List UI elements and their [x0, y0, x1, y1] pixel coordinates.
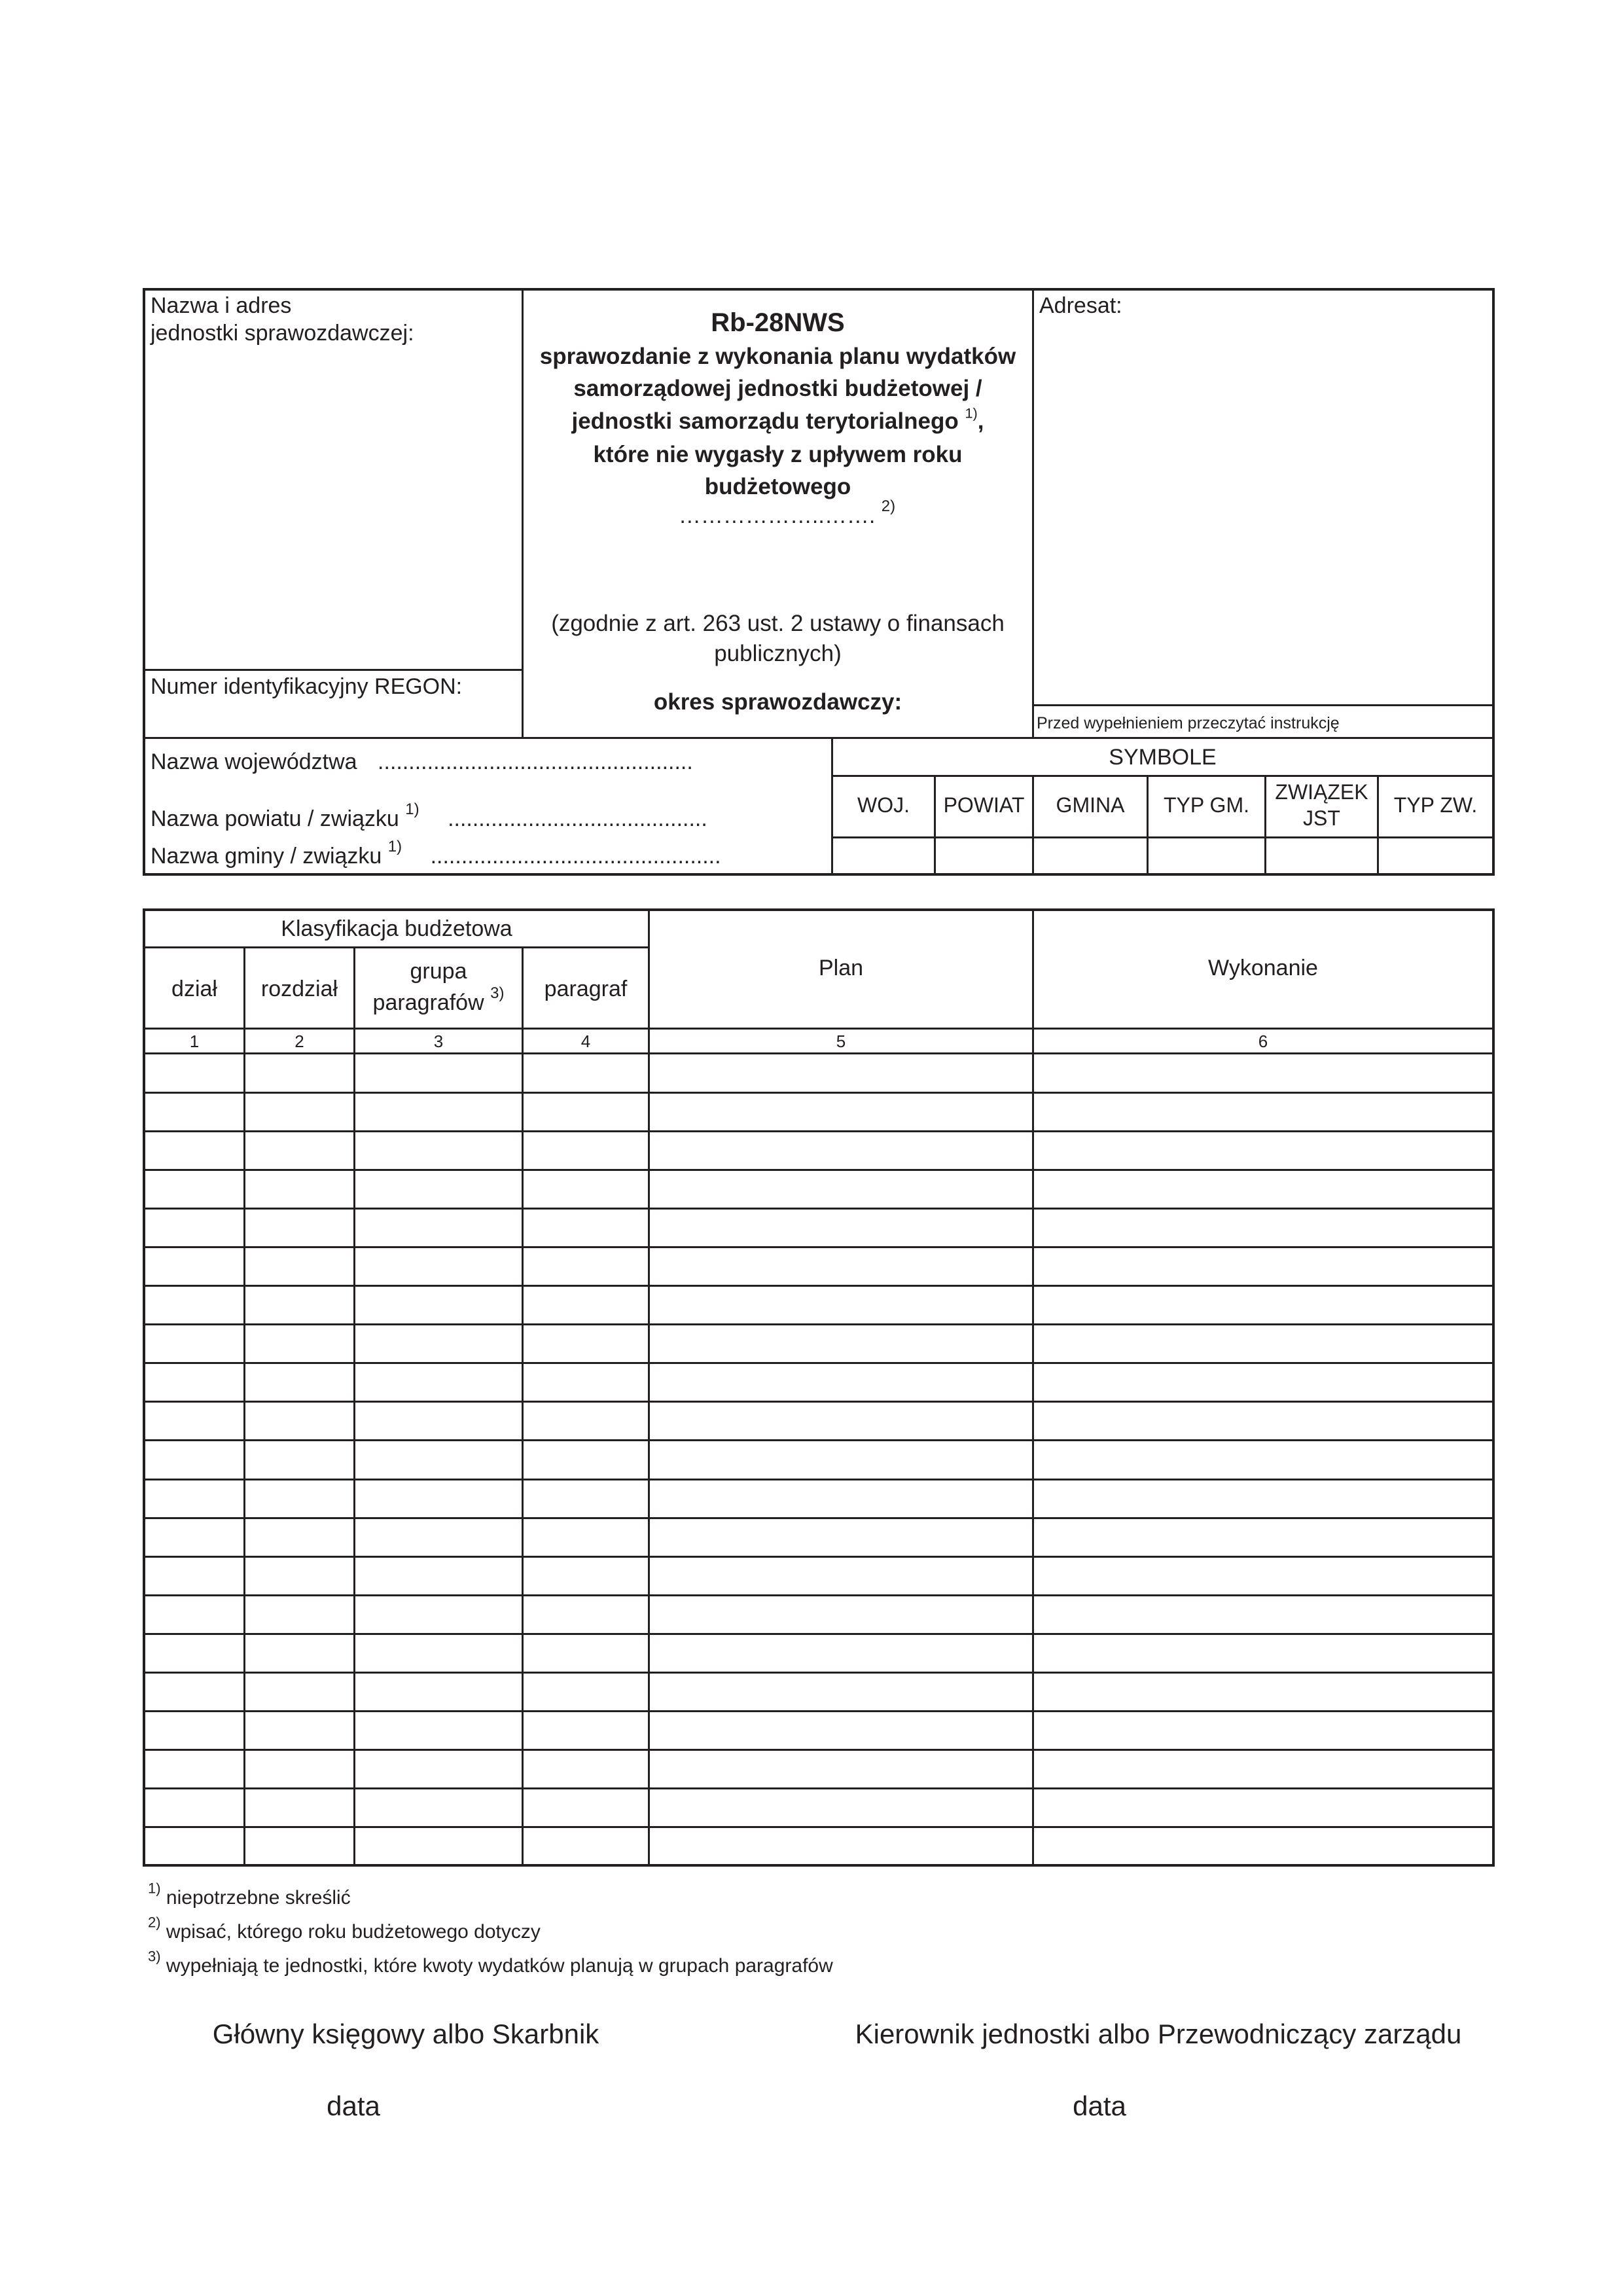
instruction-separator — [1032, 704, 1495, 706]
cell-wykonanie[interactable] — [1034, 1751, 1492, 1787]
cell-plan[interactable] — [650, 1674, 1032, 1710]
symbol-col-woj: WOJ. — [857, 793, 910, 817]
header-top-border — [143, 288, 1495, 291]
cell-rozdzial[interactable] — [245, 1441, 353, 1477]
voivodeship-dots[interactable]: ................................................... — [378, 749, 693, 774]
cell-wykonanie[interactable] — [1034, 1248, 1492, 1284]
column-number: 5 — [836, 1031, 846, 1051]
cell-plan[interactable] — [650, 1403, 1032, 1439]
footnote-ref: 2) — [881, 497, 896, 515]
footnote — [148, 1948, 833, 1979]
cell-plan[interactable] — [650, 1094, 1032, 1130]
symbols-title: SYMBOLE — [1109, 745, 1217, 770]
header-numbers-separator — [143, 1028, 1495, 1030]
cell-grupa[interactable] — [355, 1248, 522, 1284]
cell-wykonanie[interactable] — [1034, 1480, 1492, 1516]
cell-rozdzial[interactable] — [245, 1325, 353, 1361]
cell-rozdzial[interactable] — [245, 1248, 353, 1284]
commune-dots[interactable]: ............................................... — [430, 844, 721, 869]
symbols-title-separator — [831, 775, 1495, 777]
cell-grupa[interactable] — [355, 1132, 522, 1168]
cell-wykonanie[interactable] — [1034, 1674, 1492, 1710]
cell-paragraf[interactable] — [524, 1441, 648, 1477]
cell-paragraf[interactable] — [524, 1558, 648, 1594]
symbol-field-zwiazek-jst[interactable] — [1266, 838, 1377, 873]
cell-rozdzial[interactable] — [245, 1210, 353, 1246]
symbol-col-gmina: GMINA — [1056, 793, 1125, 817]
cell-grupa[interactable] — [355, 1519, 522, 1555]
period-field[interactable] — [525, 717, 1030, 736]
cell-wykonanie[interactable] — [1034, 1558, 1492, 1594]
cell-plan[interactable] — [650, 1441, 1032, 1477]
form-title-line: które nie wygasły z upływem roku — [593, 442, 963, 467]
cell-dzial[interactable] — [145, 1751, 243, 1787]
symbol-col-powiat: POWIAT — [943, 793, 1025, 817]
cell-grupa[interactable] — [355, 1364, 522, 1400]
cell-paragraf[interactable] — [524, 1751, 648, 1787]
county-dots[interactable]: .......................................... — [448, 806, 707, 831]
cell-plan[interactable] — [650, 1132, 1032, 1168]
cell-plan[interactable] — [650, 1248, 1032, 1284]
cell-dzial[interactable] — [145, 1828, 243, 1864]
cell-dzial[interactable] — [145, 1248, 243, 1284]
cell-rozdzial[interactable] — [245, 1094, 353, 1130]
cell-dzial[interactable] — [145, 1789, 243, 1825]
unit-name-label: Nazwa i adres jednostki sprawozdawczej: — [151, 293, 414, 346]
cell-grupa[interactable] — [355, 1325, 522, 1361]
cell-plan[interactable] — [650, 1325, 1032, 1361]
cell-grupa[interactable] — [355, 1558, 522, 1594]
cell-dzial[interactable] — [145, 1094, 243, 1130]
cell-rozdzial[interactable] — [245, 1403, 353, 1439]
header-left-border — [143, 288, 145, 876]
cell-rozdzial[interactable] — [245, 1480, 353, 1516]
cell-grupa[interactable] — [355, 1674, 522, 1710]
cell-rozdzial[interactable] — [245, 1132, 353, 1168]
symbol-field-typ-zw[interactable] — [1379, 838, 1492, 873]
addressee-field[interactable] — [1035, 321, 1491, 703]
footnote-text: wypełniają te jednostki, które kwoty wydatków planują w grupach paragrafów — [166, 1955, 833, 1977]
cell-grupa[interactable] — [355, 1094, 522, 1130]
unit-head-signature-field[interactable] — [851, 2055, 1466, 2088]
cell-rozdzial[interactable] — [245, 1674, 353, 1710]
cell-paragraf[interactable] — [524, 1403, 648, 1439]
cell-rozdzial[interactable] — [245, 1596, 353, 1632]
cell-paragraf[interactable] — [524, 1480, 648, 1516]
cell-paragraf[interactable] — [524, 1094, 648, 1130]
col-header-rozdzial: rozdział — [260, 977, 338, 1001]
footnote — [148, 1914, 541, 1945]
cell-dzial[interactable] — [145, 1441, 243, 1477]
col-header-plan: Plan — [818, 956, 864, 980]
footnote — [148, 1880, 351, 1911]
cell-plan[interactable] — [650, 1712, 1032, 1748]
cell-dzial[interactable] — [145, 1480, 243, 1516]
chief-accountant-date: data — [327, 2090, 380, 2121]
header-divider-2 — [1032, 288, 1034, 738]
symbol-field-woj[interactable] — [833, 838, 934, 873]
cell-rozdzial[interactable] — [245, 1287, 353, 1323]
cell-dzial[interactable] — [145, 1325, 243, 1361]
county-label: Nazwa powiatu / związku — [151, 806, 399, 831]
cell-grupa[interactable] — [355, 1712, 522, 1748]
cell-paragraf[interactable] — [524, 1789, 648, 1825]
cell-dzial[interactable] — [145, 1287, 243, 1323]
cell-paragraf[interactable] — [524, 1055, 648, 1091]
regon-separator — [143, 669, 524, 671]
year-dots: ………………..……. — [678, 503, 876, 528]
cell-rozdzial[interactable] — [245, 1828, 353, 1864]
unit-head-title: Kierownik jednostki albo Przewodniczący zarządu — [855, 2018, 1462, 2049]
cell-plan[interactable] — [650, 1480, 1032, 1516]
form-title-line: jednostki samorządu terytorialnego $^{1)}$, — [571, 404, 984, 434]
cell-grupa[interactable] — [355, 1789, 522, 1825]
location-bottom-border — [143, 873, 1495, 876]
footnote-ref: 1) — [387, 838, 402, 855]
col-header-wykonanie: Wykonanie — [1208, 956, 1318, 980]
cell-paragraf[interactable] — [524, 1287, 648, 1323]
regon-label: Numer identyfikacyjny REGON: — [151, 674, 463, 699]
cell-wykonanie[interactable] — [1034, 1210, 1492, 1246]
column-number: 1 — [189, 1031, 200, 1051]
table-bottom-border — [143, 1864, 1495, 1867]
cell-paragraf[interactable] — [524, 1596, 648, 1632]
regon-field[interactable] — [147, 700, 521, 736]
cell-dzial[interactable] — [145, 1210, 243, 1246]
footnote-text: wpisać, którego roku budżetowego dotyczy — [166, 1921, 541, 1943]
cell-dzial[interactable] — [145, 1674, 243, 1710]
cell-wykonanie[interactable] — [1034, 1519, 1492, 1555]
cell-grupa[interactable] — [355, 1828, 522, 1864]
cell-paragraf[interactable] — [524, 1325, 648, 1361]
cell-plan[interactable] — [650, 1828, 1032, 1864]
column-number: 3 — [433, 1031, 444, 1051]
unit-head-date: data — [1073, 2090, 1126, 2121]
classification-header: Klasyfikacja budżetowa — [281, 916, 512, 941]
cell-wykonanie[interactable] — [1034, 1325, 1492, 1361]
column-number: 6 — [1258, 1031, 1268, 1051]
cell-grupa[interactable] — [355, 1287, 522, 1323]
commune-label: Nazwa gminy / związku — [151, 844, 382, 869]
cell-grupa[interactable] — [355, 1751, 522, 1787]
cell-plan[interactable] — [650, 1287, 1032, 1323]
cell-plan[interactable] — [650, 1210, 1032, 1246]
cell-paragraf[interactable] — [524, 1828, 648, 1864]
footnote-mark: 3) — [148, 1948, 161, 1965]
cell-paragraf[interactable] — [524, 1674, 648, 1710]
cell-paragraf[interactable] — [524, 1132, 648, 1168]
classification-separator — [143, 946, 649, 948]
voivodeship-label: Nazwa województwa — [151, 749, 357, 774]
instruction-note: Przed wypełnieniem przeczytać instrukcję — [1037, 714, 1340, 732]
cell-paragraf[interactable] — [524, 1171, 648, 1207]
cell-dzial[interactable] — [145, 1403, 243, 1439]
cell-rozdzial[interactable] — [245, 1055, 353, 1091]
cell-wykonanie[interactable] — [1034, 1094, 1492, 1130]
cell-dzial[interactable] — [145, 1596, 243, 1632]
cell-dzial[interactable] — [145, 1055, 243, 1091]
cell-grupa[interactable] — [355, 1441, 522, 1477]
numbers-body-separator — [143, 1052, 1495, 1054]
footnote-ref: 1) — [405, 800, 419, 818]
footnote-mark: 2) — [148, 1914, 161, 1931]
cell-grupa[interactable] — [355, 1210, 522, 1246]
cell-wykonanie[interactable] — [1034, 1403, 1492, 1439]
cell-plan[interactable] — [650, 1789, 1032, 1825]
cell-dzial[interactable] — [145, 1132, 243, 1168]
form-title-line: budżetowego — [704, 474, 851, 499]
county-row — [151, 800, 707, 833]
header-bottom-border — [143, 737, 1495, 739]
symbol-field-typ-gm[interactable] — [1149, 838, 1264, 873]
cell-rozdzial[interactable] — [245, 1519, 353, 1555]
cell-grupa[interactable] — [355, 1055, 522, 1091]
cell-rozdzial[interactable] — [245, 1635, 353, 1671]
symbol-field-powiat[interactable] — [936, 838, 1032, 873]
cell-plan[interactable] — [650, 1519, 1032, 1555]
cell-plan[interactable] — [650, 1751, 1032, 1787]
cell-dzial[interactable] — [145, 1558, 243, 1594]
addressee-label: Adresat: — [1039, 293, 1122, 318]
cell-wykonanie[interactable] — [1034, 1635, 1492, 1671]
cell-wykonanie[interactable] — [1034, 1441, 1492, 1477]
legal-basis: (zgodnie z art. 263 ust. 2 ustawy o finansach publicznych) — [551, 611, 1005, 666]
commune-row — [151, 838, 721, 870]
cell-dzial[interactable] — [145, 1171, 243, 1207]
footnote-mark: 1) — [148, 1880, 161, 1897]
footnote-ref: 3) — [490, 984, 505, 1002]
cell-dzial[interactable] — [145, 1364, 243, 1400]
chief-accountant-title: Główny księgowy albo Skarbnik — [212, 2018, 599, 2049]
col-header-paragraf: paragraf — [544, 977, 628, 1001]
cell-grupa[interactable] — [355, 1635, 522, 1671]
cell-plan[interactable] — [650, 1055, 1032, 1091]
cell-plan[interactable] — [650, 1596, 1032, 1632]
table-top-border — [143, 908, 1495, 911]
form-code: Rb-28NWS — [711, 308, 845, 337]
form-title-line: sprawozdanie z wykonania planu wydatków — [539, 344, 1016, 369]
cell-rozdzial[interactable] — [245, 1712, 353, 1748]
cell-dzial[interactable] — [145, 1635, 243, 1671]
voivodeship-row — [151, 748, 693, 776]
cell-paragraf[interactable] — [524, 1248, 648, 1284]
footnote-text: niepotrzebne skreślić — [166, 1887, 351, 1909]
cell-wykonanie[interactable] — [1034, 1596, 1492, 1632]
year-field[interactable] — [542, 497, 1032, 529]
cell-wykonanie[interactable] — [1034, 1132, 1492, 1168]
cell-rozdzial[interactable] — [245, 1171, 353, 1207]
column-number: 4 — [580, 1031, 591, 1051]
cell-grupa[interactable] — [355, 1171, 522, 1207]
cell-paragraf[interactable] — [524, 1210, 648, 1246]
cell-dzial[interactable] — [145, 1519, 243, 1555]
cell-paragraf[interactable] — [524, 1712, 648, 1748]
symbol-col-typ-gm: TYP GM. — [1164, 793, 1249, 817]
cell-grupa[interactable] — [355, 1480, 522, 1516]
cell-plan[interactable] — [650, 1635, 1032, 1671]
period-label: okres sprawozdawczy: — [653, 689, 902, 715]
cell-wykonanie[interactable] — [1034, 1828, 1492, 1864]
cell-paragraf[interactable] — [524, 1635, 648, 1671]
cell-wykonanie[interactable] — [1034, 1171, 1492, 1207]
chief-accountant-signature-field[interactable] — [170, 2055, 668, 2088]
cell-dzial[interactable] — [145, 1712, 243, 1748]
col-header-dzial: dział — [171, 977, 217, 1001]
symbol-col-typ-zw: TYP ZW. — [1393, 793, 1478, 817]
cell-wykonanie[interactable] — [1034, 1712, 1492, 1748]
cell-rozdzial[interactable] — [245, 1558, 353, 1594]
cell-wykonanie[interactable] — [1034, 1055, 1492, 1091]
cell-wykonanie[interactable] — [1034, 1789, 1492, 1825]
form-title-block — [524, 305, 1032, 529]
header-right-border — [1492, 288, 1495, 876]
cell-wykonanie[interactable] — [1034, 1364, 1492, 1400]
footnote-ref: 1) — [965, 404, 978, 422]
symbol-col-zwiazek-jst: ZWIĄZEK JST — [1275, 780, 1368, 830]
column-number: 2 — [294, 1031, 304, 1051]
cell-paragraf[interactable] — [524, 1364, 648, 1400]
symbol-field-gmina[interactable] — [1034, 838, 1147, 873]
cell-grupa[interactable] — [355, 1403, 522, 1439]
form-title-line: samorządowej jednostki budżetowej / — [573, 376, 982, 401]
col-header-grupa: grupa paragrafów $^{3)}$ — [372, 959, 505, 1015]
cell-grupa[interactable] — [355, 1596, 522, 1632]
cell-wykonanie[interactable] — [1034, 1287, 1492, 1323]
unit-name-field[interactable] — [147, 353, 521, 666]
cell-plan[interactable] — [650, 1558, 1032, 1594]
cell-paragraf[interactable] — [524, 1519, 648, 1555]
cell-rozdzial[interactable] — [245, 1751, 353, 1787]
cell-rozdzial[interactable] — [245, 1789, 353, 1825]
cell-rozdzial[interactable] — [245, 1364, 353, 1400]
cell-plan[interactable] — [650, 1364, 1032, 1400]
cell-plan[interactable] — [650, 1171, 1032, 1207]
